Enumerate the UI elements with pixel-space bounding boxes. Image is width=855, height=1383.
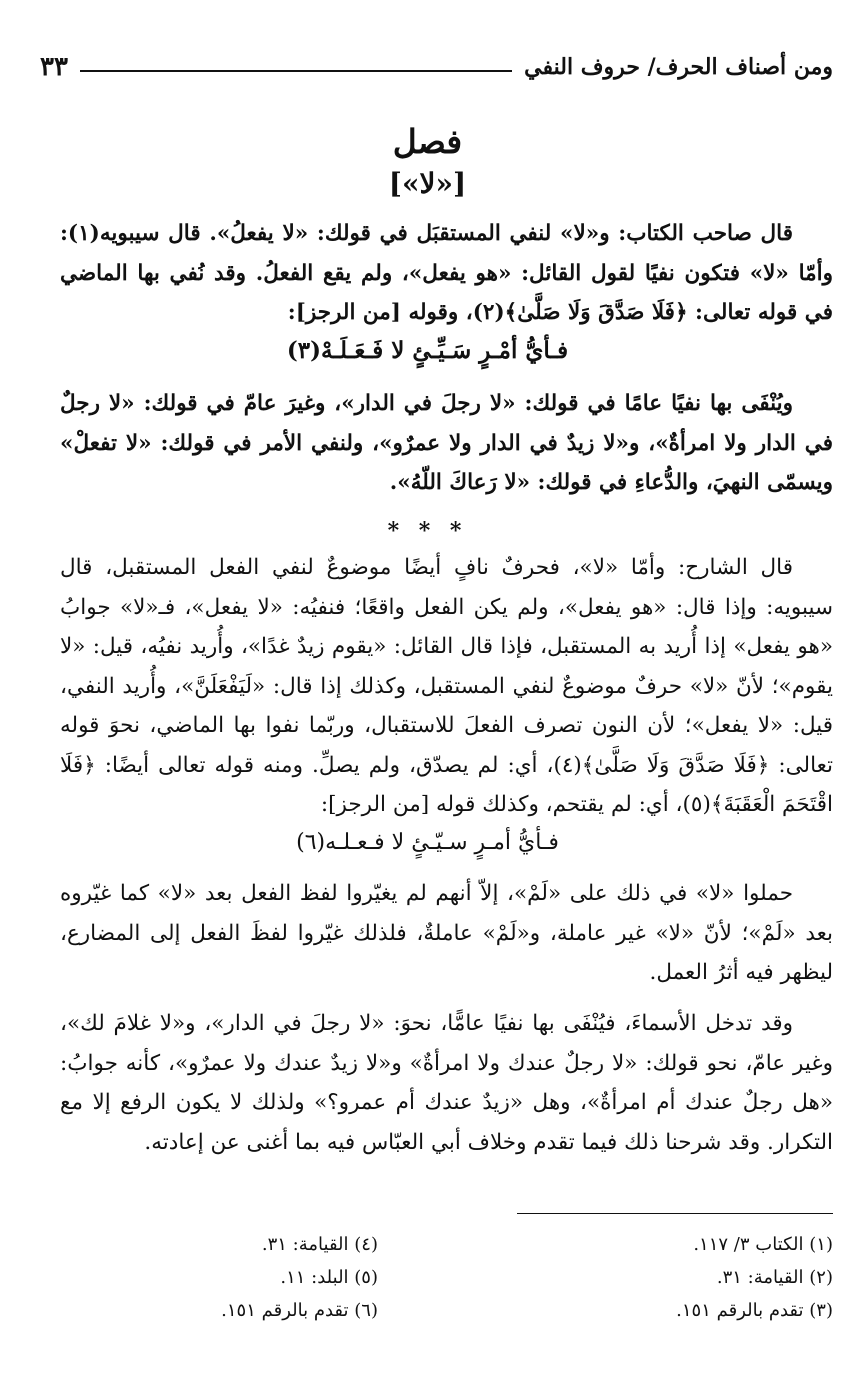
footnote-rule bbox=[517, 1213, 833, 1214]
footnotes-right-column bbox=[488, 1228, 833, 1327]
header-rule bbox=[80, 70, 512, 72]
footnote-6: (٦) تقدم بالرقم ١٥١. bbox=[221, 1300, 378, 1321]
sharh-verse: فـأيُّ أمـرٍ سـيّـئٍ لا فـعـلـه(٦) bbox=[296, 830, 559, 855]
sharh-text-1: قال الشارح: وأمّا «لا»، فحرفٌ نافٍ أيضًا موضوعٌ لنفي الفعل المستقبل، قال سيبويه: وإذا قال: «هو يفعل»، ولم يكن الفعل واقعًا؛ فنفيُه: «لا يفعل»، فـ«لا» جوابُ «هو يفعل» إذا أُريد به المستقبل، فإذا قال القائل: «يقوم زيدٌ غدًا»، وأُريد نفيُه، قيل: «لا يقوم»؛ لأنّ «لا» حرفٌ موضوعٌ لنفي المستقبل، وكذلك إذا قال: «لَيَفْعَلَنَّ»، وأُريد النفي، قيل: «لا يفعل»؛ لأن النون تصرف الفعلَ للاستقبال، وربّما نفوا بها الماضي، نحوَ قوله تعالى: ﴿فَلَا صَدَّقَ وَلَا صَلَّىٰ﴾(٤)، أي: لم يصدّق، ولم يصلِّ. ومنه قوله تعالى أيضًا: ﴿فَلَا اقْتَحَمَ الْعَقَبَةَ﴾(٥)، أي: لم يقتحم، وكذلك قوله [من الرجز]: bbox=[60, 555, 833, 817]
sharh-text-2: حملوا «لا» في ذلك على «لَمْ»، إلاّ أنهم لم يغيّروا لفظ الفعل بعد «لا» كما غيّروه بعد «لَمْ»؛ لأنّ «لا» غير عاملة، و«لَمْ» عاملةٌ، فلذلك غيّروا لفظَ الفعل إلى المضارع، ليظهر فيه أثرُ العمل. bbox=[60, 881, 833, 985]
matn-text-2: ويُنْفَى بها نفيًا عامًا في قولك: «لا رجلَ في الدار»، وغيرَ عامّ في قولك: «لا رجلٌ في الدار ولا امرأةٌ»، و«لا زيدٌ في الدار ولا عمرٌو»، ولنفي الأمر في قولك: «لا تفعلْ» ويسمّى النهيَ، والدُّعاءِ في قولك: «لا رَعاكَ اللّهُ». bbox=[60, 391, 833, 495]
footnote-5: (٥) البلد: ١١. bbox=[280, 1267, 378, 1288]
footnote-3: (٣) تقدم بالرقم ١٥١. bbox=[676, 1300, 833, 1321]
section-separator: * * * bbox=[387, 518, 468, 544]
page-number: ٣٣ bbox=[40, 52, 68, 82]
matn-text-1: قال صاحب الكتاب: و«لا» لنفي المستقبَل في قولك: «لا يفعلُ». قال سيبويه(١): وأمّا «لا» فتكون نفيًا لقول القائل: «هو يفعل»، ولم يقع الفعلُ. وقد نُفي بها الماضي في قوله تعالى: ﴿فَلَا صَدَّقَ وَلَا صَلَّىٰ﴾(٢)، وقوله [من الرجز]: bbox=[60, 221, 833, 325]
matn-paragraph-1 bbox=[60, 214, 833, 333]
running-title: ومن أصناف الحرف/ حروف النفي bbox=[524, 54, 833, 80]
matn-paragraph-2 bbox=[60, 384, 833, 503]
sharh-text-3: وقد تدخل الأسماءَ، فيُنْفَى بها نفيًا عامًّا، نحوَ: «لا رجلَ في الدار»، و«لا غلامَ لك»، وغير عامّ، نحو قولك: «لا رجلٌ عندك ولا امرأةٌ» و«لا زيدٌ عندك ولا عمرٌو»، كأنه جوابُ: «هل رجلٌ عندك أم امرأةٌ»، وهل «زيدٌ عندك أم عمرو؟» ولذلك لا يكون الرفع إلا مع التكرار. وقد شرحنا ذلك فيما تقدم وخلاف أبي العبّاس فيه بما أغنى عن إعادته. bbox=[60, 1011, 833, 1155]
sharh-paragraph-3 bbox=[60, 1004, 833, 1162]
footnote-4: (٤) القيامة: ٣١. bbox=[261, 1234, 378, 1255]
sharh-paragraph-1 bbox=[60, 548, 833, 825]
footnote-2: (٢) القيامة: ٣١. bbox=[716, 1267, 833, 1288]
footnote-1: (١) الكتاب ٣/ ١١٧. bbox=[693, 1234, 833, 1255]
footnotes-left-column bbox=[33, 1228, 378, 1327]
matn-verse: فـأيُّ أمْـرٍ سَـيِّـئٍ لا فَـعَـلَـهْ(٣) bbox=[286, 337, 569, 364]
running-header bbox=[40, 44, 833, 90]
footnotes bbox=[33, 1228, 833, 1327]
sharh-paragraph-2 bbox=[60, 874, 833, 993]
section-title: فصل bbox=[392, 122, 463, 161]
section-subtitle: [«لا»] bbox=[388, 167, 467, 200]
